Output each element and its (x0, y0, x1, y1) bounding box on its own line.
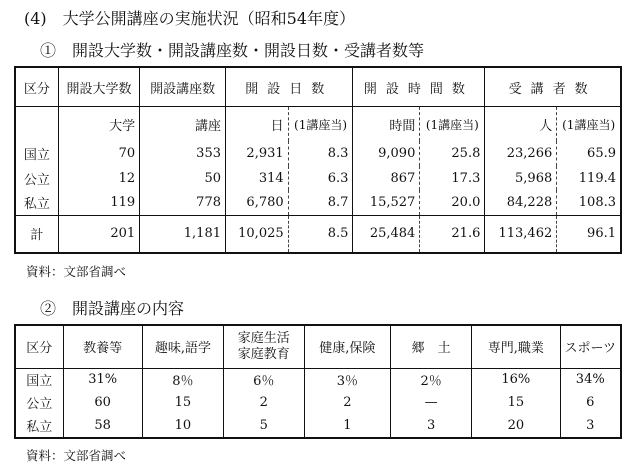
cell: 119 (58, 190, 139, 215)
cell: 6％ (223, 368, 304, 391)
cell: 2 (304, 391, 390, 414)
unit-days: 日 (226, 107, 289, 142)
cell: 867 (353, 166, 420, 190)
source-note-1: 資料：文部省調べ (26, 264, 127, 279)
unit-courses: 講座 (140, 107, 226, 142)
cell: 8％ (142, 368, 223, 391)
unit-row (15, 107, 621, 142)
col-header-participants: 受講者数 (485, 67, 621, 107)
table-row (15, 190, 621, 215)
col-header-liberal-arts: 教養等 (63, 325, 142, 368)
col-header-hours: 開設時間数 (353, 67, 485, 107)
cell: 2,931 (226, 141, 289, 165)
cell: 3 (391, 414, 472, 438)
table-row (15, 391, 621, 414)
cell: 3％ (304, 368, 390, 391)
cell: 21.6 (420, 215, 485, 253)
cell: 65.9 (557, 141, 621, 165)
cell: 5 (223, 414, 304, 438)
col-header-category: 区分 (15, 325, 63, 368)
source-note-2: 資料：文部省調べ (26, 448, 127, 463)
unit-universities: 大学 (58, 107, 139, 142)
cell: 25.8 (420, 141, 485, 165)
table-header-row (15, 325, 621, 368)
cell: 1,181 (140, 215, 226, 253)
unit-hours: 時間 (353, 107, 420, 142)
cell: 58 (63, 414, 142, 438)
unit-blank (15, 107, 58, 142)
cell: 1 (304, 414, 390, 438)
cell: 15 (472, 391, 560, 414)
table-course-content (14, 324, 622, 439)
cell: 60 (63, 391, 142, 414)
cell: 8.5 (288, 215, 353, 253)
cell: 5,968 (485, 166, 557, 190)
col-header-universities: 開設大学数 (58, 67, 139, 107)
row-label: 国立 (23, 148, 50, 164)
row-label: 公立 (26, 397, 53, 413)
unit-days-per-course: (1講座当) (288, 107, 353, 142)
cell: 20.0 (420, 190, 485, 215)
cell: 108.3 (557, 190, 621, 215)
unit-participants: 人 (485, 107, 557, 142)
cell: 17.3 (420, 166, 485, 190)
cell: 15 (142, 391, 223, 414)
cell: 96.1 (557, 215, 621, 253)
cell: 3 (560, 414, 621, 438)
cell: 6 (560, 391, 621, 414)
row-label: 公立 (23, 172, 50, 188)
col-header-home-life-line1: 家庭生活 (237, 330, 290, 346)
cell: 84,228 (485, 190, 557, 215)
cell: 113,462 (485, 215, 557, 253)
table-enrollment-stats (14, 66, 622, 254)
col-header-health: 健康,保険 (304, 325, 390, 368)
row-label: 私立 (26, 420, 53, 436)
total-row (15, 215, 621, 253)
col-header-hobby-language: 趣味,語学 (142, 325, 223, 368)
cell: 10 (142, 414, 223, 438)
cell: 70 (58, 141, 139, 165)
cell: 6,780 (226, 190, 289, 215)
table-row (15, 141, 621, 165)
table-row (15, 414, 621, 438)
total-label: 計 (15, 215, 58, 253)
cell: 16% (472, 368, 560, 391)
cell: 23,266 (485, 141, 557, 165)
row-label: 私立 (23, 196, 50, 212)
page-title: (4) 大学公開講座の実施状況（昭和54年度） (24, 9, 356, 28)
unit-hours-per-course: (1講座当) (420, 107, 485, 142)
section2-title: ② 開設講座の内容 (40, 299, 185, 318)
cell: 10,025 (226, 215, 289, 253)
cell: 9,090 (353, 141, 420, 165)
cell: 15,527 (353, 190, 420, 215)
cell: — (391, 391, 472, 414)
cell: 50 (140, 166, 226, 190)
cell: 25,484 (353, 215, 420, 253)
col-header-local: 郷 土 (391, 325, 472, 368)
cell: 778 (140, 190, 226, 215)
cell: 201 (58, 215, 139, 253)
table-row (15, 166, 621, 190)
cell: 314 (226, 166, 289, 190)
cell: 8.7 (288, 190, 353, 215)
cell: 8.3 (288, 141, 353, 165)
cell: 119.4 (557, 166, 621, 190)
col-header-category: 区分 (15, 67, 58, 107)
col-header-home-life-line2: 家庭教育 (237, 346, 290, 362)
col-header-home-life (223, 325, 304, 368)
cell: 34% (560, 368, 621, 391)
cell: 12 (58, 166, 139, 190)
section1-title: ① 開設大学数・開設講座数・開設日数・受講者数等 (40, 41, 425, 60)
col-header-courses: 開設講座数 (140, 67, 226, 107)
cell: 31% (63, 368, 142, 391)
cell: 2 (223, 391, 304, 414)
col-header-sports: スポーツ (560, 325, 621, 368)
table-row (15, 368, 621, 391)
cell: 353 (140, 141, 226, 165)
cell: 20 (472, 414, 560, 438)
row-label: 国立 (26, 374, 53, 390)
table-header-row (15, 67, 621, 107)
cell: 2％ (391, 368, 472, 391)
cell: 6.3 (288, 166, 353, 190)
unit-participants-per-course: (1講座当) (557, 107, 621, 142)
col-header-days: 開設日数 (226, 67, 353, 107)
col-header-professional: 専門,職業 (472, 325, 560, 368)
